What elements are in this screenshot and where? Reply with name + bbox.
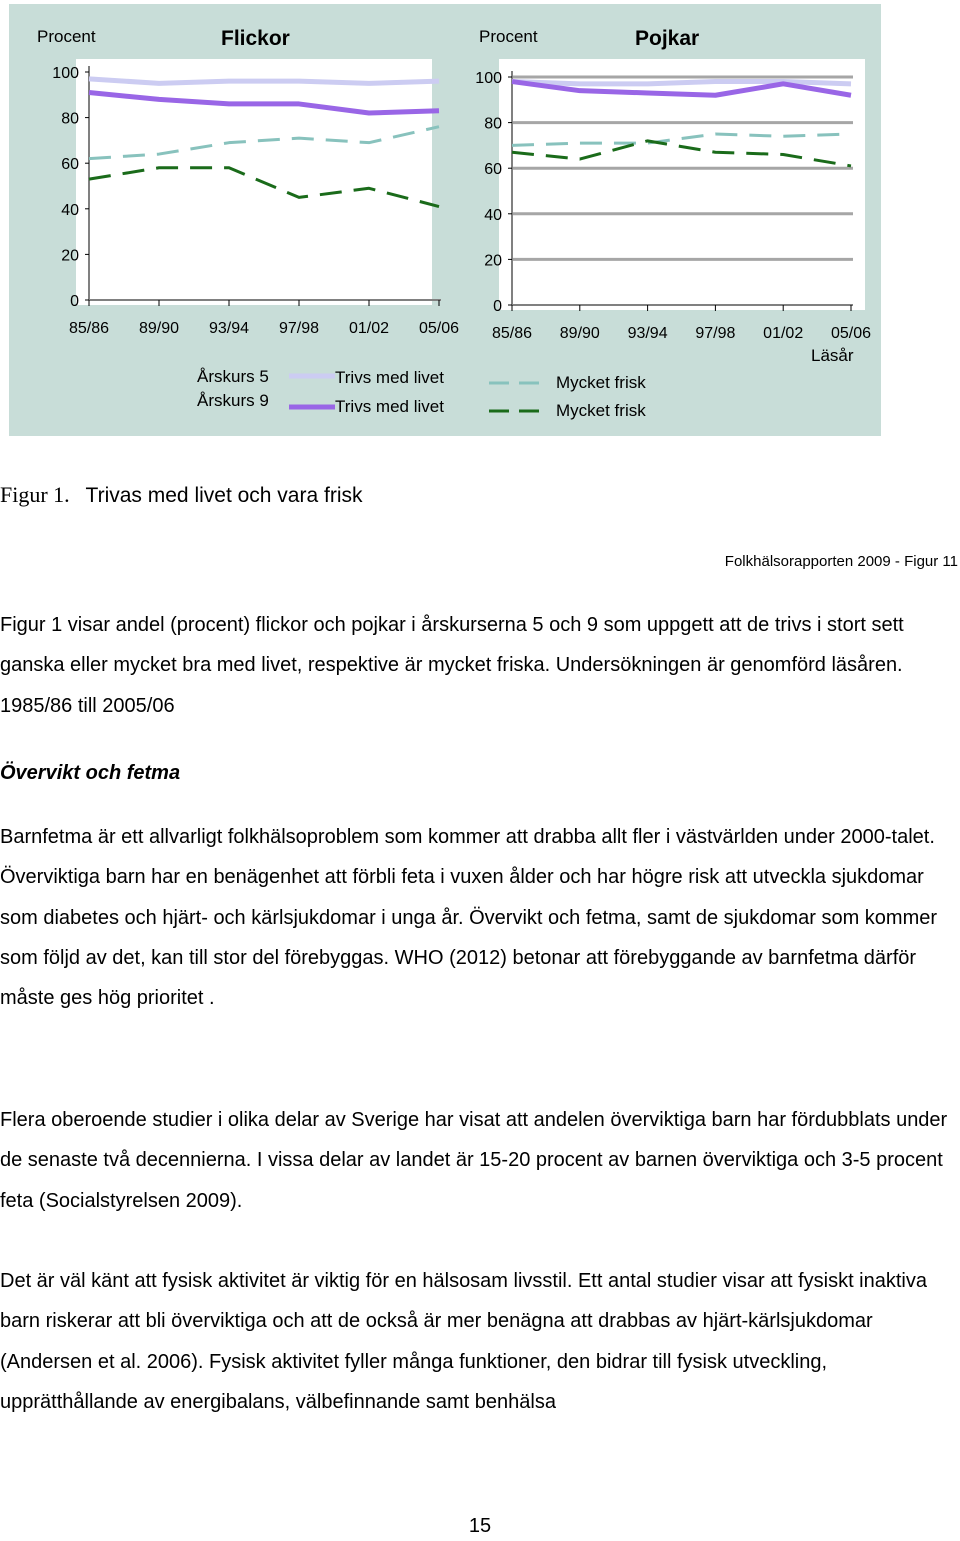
x-tick-label: 89/90	[559, 325, 600, 342]
legend-grade9: Årskurs 9	[197, 391, 269, 410]
paragraph-physical-activity: Det är väl känt att fysisk aktivitet är viktig för en hälsosam livsstil. Ett antal studier visar att fysiskt inaktiva barn riskerar att bli överviktiga och att de också är mer benägna att drabbas av hjärt-kärlsjukdomar (Andersen et al. 2006). Fysisk aktivitet fyller många funktioner, den bidrar till fysisk utveckling, upprätthållande av energibalans, välbefinnande samt benhälsa	[0, 1270, 927, 1413]
x-tick-label: 05/06	[830, 325, 872, 342]
figure-panel	[9, 4, 881, 436]
legend-trivs5: Trivs med livet	[335, 368, 444, 387]
y-tick-label: 60	[61, 156, 79, 174]
figure-source: Folkhälsorapporten 2009 - Figur 11	[724, 553, 958, 570]
x-tick-label: 97/98	[278, 320, 320, 337]
y-tick-label: 20	[61, 247, 79, 265]
figure-caption	[0, 482, 363, 508]
chart-title-girls: Flickor	[221, 27, 290, 50]
paragraph-studies: Flera oberoende studier i olika delar av Sverige har visat att andelen överviktiga barn har fördubblats under de senaste två decennierna. I vissa delar av landet är 15-20 procent av barnen överviktiga och 3-5 procent feta (Socialstyrelsen 2009).	[0, 1109, 948, 1212]
chart-girls	[37, 27, 459, 337]
chart-title-boys: Pojkar	[635, 27, 700, 50]
paragraph-figure-description: Figur 1 visar andel (procent) flickor och pojkar i årskurserna 5 och 9 som uppgett att de trivs i stort sett ganska eller mycket bra med livet, respektive är mycket friska. Undersökningen är genomförd läsåren. 1985/86 till 2005/06	[0, 614, 904, 717]
y-tick-label: 80	[484, 115, 502, 133]
x-tick-label: 05/06	[418, 320, 460, 337]
y-tick-label: 100	[475, 70, 502, 87]
section-heading: Övervikt och fetma	[0, 762, 181, 784]
legend-frisk9: Mycket frisk	[556, 401, 646, 420]
y-tick-label: 40	[61, 201, 79, 219]
series-line-1	[512, 82, 851, 84]
x-tick-label: 01/02	[348, 320, 390, 337]
y-axis-label-girls: Procent	[37, 27, 96, 46]
x-ticks-boys	[492, 305, 871, 342]
x-ticks-girls	[69, 300, 459, 337]
y-tick-label: 100	[52, 65, 79, 82]
y-tick-label: 80	[61, 110, 79, 128]
x-tick-label: 85/86	[491, 325, 533, 342]
y-tick-label: 40	[484, 206, 502, 224]
figure-number: Figur 1.	[0, 482, 70, 507]
plot-area-boys	[499, 59, 865, 310]
page-number: 15	[468, 1515, 492, 1537]
y-axis-label-boys: Procent	[479, 27, 538, 46]
legend-trivs9: Trivs med livet	[335, 397, 444, 416]
x-tick-label: 01/02	[763, 325, 804, 342]
y-tick-label: 20	[484, 252, 502, 270]
x-tick-label: 93/94	[208, 320, 250, 337]
legend	[197, 367, 646, 420]
legend-frisk5: Mycket frisk	[556, 373, 646, 392]
legend-grade5: Årskurs 5	[197, 367, 269, 386]
x-axis-label-boys: Läsår	[811, 346, 854, 365]
x-tick-label: 97/98	[695, 325, 736, 342]
figure-title: Trivas med livet och vara frisk	[85, 484, 363, 507]
chart-figure	[9, 4, 881, 436]
x-tick-label: 85/86	[68, 320, 110, 337]
y-tick-label: 60	[484, 161, 502, 179]
y-tick-label: 0	[70, 293, 79, 310]
x-tick-label: 93/94	[627, 325, 668, 342]
y-tick-label: 0	[493, 298, 502, 315]
paragraph-childhood-obesity: Barnfetma är ett allvarligt folkhälsoproblem som kommer att drabba allt fler i västvärlden under 2000-talet. Överviktiga barn har en benägenhet att förbli feta i vuxen ålder och har högre risk att utveckla sjukdomar som diabetes och hjärt- och kärlsjukdomar i unga år. Övervikt och fetma, samt de sjukdomar som kommer som följd av det, kan till stor del förebyggas. WHO (2012) betonar att förebyggande av barnfetma därför måste ges hög prioritet .	[0, 826, 938, 1010]
x-tick-label: 89/90	[138, 320, 180, 337]
chart-boys	[475, 27, 871, 365]
